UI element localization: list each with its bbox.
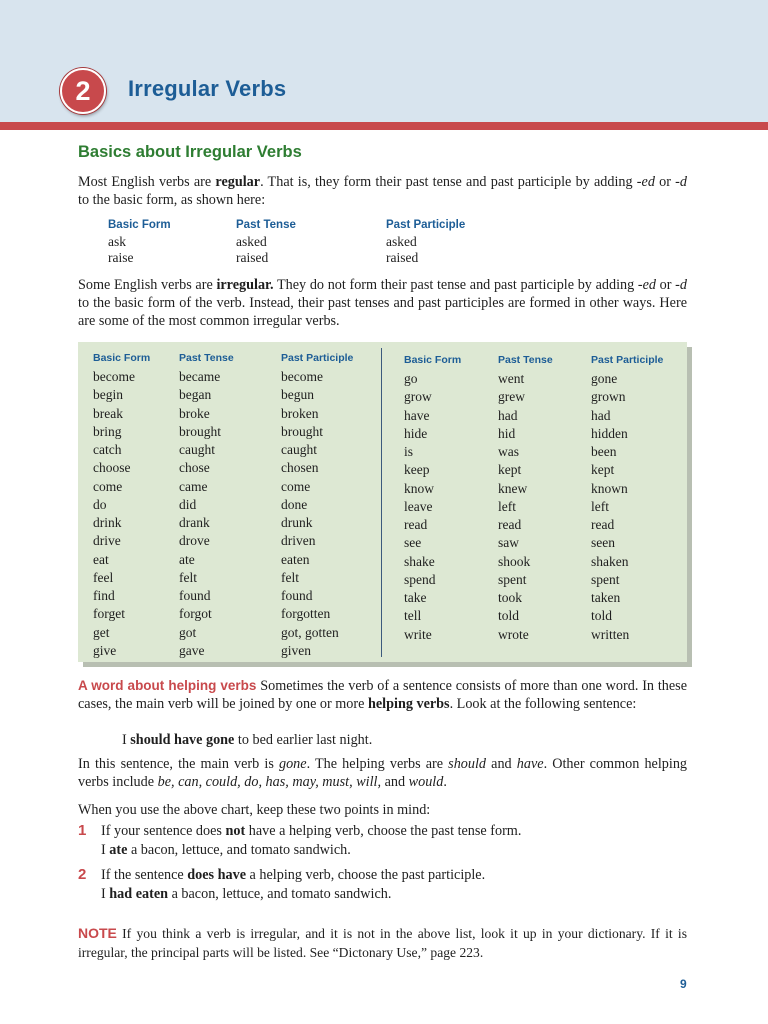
table-cell: shook bbox=[498, 553, 531, 569]
table-row bbox=[404, 626, 674, 644]
table-cell: went bbox=[498, 371, 525, 387]
points-intro: When you use the above chart, keep these two points in mind: bbox=[78, 802, 431, 818]
table-cell: left bbox=[591, 498, 609, 514]
point-number: 2 bbox=[78, 866, 87, 883]
column-divider bbox=[381, 348, 382, 657]
irregular-verbs-table-left bbox=[93, 348, 373, 660]
table-row bbox=[93, 459, 373, 477]
table-cell: drive bbox=[93, 533, 121, 549]
table-cell: know bbox=[404, 480, 434, 496]
table-row bbox=[93, 368, 373, 386]
table-row bbox=[93, 587, 373, 605]
table-row bbox=[93, 423, 373, 441]
table-cell: felt bbox=[281, 569, 299, 585]
irregular-verbs-table-right bbox=[404, 350, 674, 644]
table-cell: told bbox=[591, 608, 613, 624]
table-row bbox=[93, 551, 373, 569]
main-verb-paragraph: In this sentence, the main verb is gone. The helping verbs are should and have. Other common helping verbs include be, can, could, do, has, may, must, will, and would. bbox=[78, 756, 688, 790]
header-band bbox=[0, 0, 768, 122]
table-cell: chosen bbox=[281, 460, 319, 476]
table-cell: done bbox=[281, 496, 308, 512]
table-cell: come bbox=[281, 478, 311, 494]
table-cell: forgotten bbox=[281, 606, 331, 622]
regular-verbs-table bbox=[108, 216, 528, 266]
table-cell: do bbox=[93, 496, 107, 512]
table-cell: spent bbox=[591, 571, 620, 587]
chapter-title: Irregular Verbs bbox=[128, 76, 287, 101]
table-row bbox=[93, 478, 373, 496]
table-cell: see bbox=[404, 535, 422, 551]
table-cell: kept bbox=[498, 462, 522, 478]
table-row bbox=[93, 532, 373, 550]
table-cell: leave bbox=[404, 498, 433, 514]
table-cell: eat bbox=[93, 551, 109, 567]
table-cell: go bbox=[404, 371, 418, 387]
table-cell: caught bbox=[179, 442, 215, 458]
table-cell: shake bbox=[404, 553, 435, 569]
header-rule bbox=[0, 122, 768, 130]
table-row bbox=[93, 496, 373, 514]
table-row bbox=[404, 443, 674, 461]
table-cell: did bbox=[179, 496, 197, 512]
table-cell: break bbox=[93, 405, 123, 421]
table-row bbox=[404, 516, 674, 534]
table-cell: gone bbox=[591, 371, 618, 387]
table-cell: find bbox=[93, 588, 115, 604]
table-row bbox=[93, 624, 373, 642]
table-row bbox=[404, 498, 674, 516]
note-paragraph: NOTE If you think a verb is irregular, and it is not in the above list, look it up in your dictionary. If it is irregular, the principal parts will be listed. See “Dictonary Use,” page 223. bbox=[78, 925, 687, 960]
table-cell: tell bbox=[404, 608, 422, 624]
table-row bbox=[93, 605, 373, 623]
table-cell: got bbox=[179, 624, 197, 640]
column-header: Past Tense bbox=[236, 219, 296, 231]
table-cell: had bbox=[498, 407, 518, 423]
table-cell: found bbox=[281, 588, 313, 604]
table-cell: hidden bbox=[591, 425, 628, 441]
table-row bbox=[93, 569, 373, 587]
table-cell: left bbox=[498, 498, 516, 514]
table-cell: drunk bbox=[281, 515, 313, 531]
helping-verbs-label: A word about helping verbs bbox=[78, 678, 257, 693]
table-cell: brought bbox=[179, 423, 221, 439]
table-cell: gave bbox=[179, 642, 205, 658]
table-cell: felt bbox=[179, 569, 197, 585]
table-cell: found bbox=[179, 588, 211, 604]
table-cell: give bbox=[93, 642, 117, 658]
table-row bbox=[404, 589, 674, 607]
table-cell: catch bbox=[93, 442, 122, 458]
note-label: NOTE bbox=[78, 925, 117, 941]
table-cell: raised bbox=[386, 250, 419, 265]
table-row bbox=[404, 480, 674, 498]
table-cell: ate bbox=[179, 551, 195, 567]
point-text: If the sentence does have a helping verb, choose the past participle. I had eaten a bacon, lettuce, and tomato sandwich. bbox=[101, 867, 486, 902]
table-cell: began bbox=[179, 387, 212, 403]
table-cell: told bbox=[498, 608, 520, 624]
table-cell: read bbox=[498, 517, 522, 533]
helping-verbs-paragraph: A word about helping verbs Sometimes the verb of a sentence consists of more than one word. In these cases, the main verb will be joined by one or more helping verbs. Look at the following sentence: bbox=[78, 678, 687, 712]
table-cell: raised bbox=[236, 250, 269, 265]
table-cell: caught bbox=[281, 442, 317, 458]
table-cell: known bbox=[591, 480, 628, 496]
point-number: 1 bbox=[78, 822, 87, 839]
chapter-number-badge: 2 bbox=[60, 68, 106, 114]
table-cell: write bbox=[404, 626, 432, 642]
table-row bbox=[404, 571, 674, 589]
table-cell: spend bbox=[404, 571, 436, 587]
table-cell: taken bbox=[591, 590, 621, 606]
table-cell: come bbox=[93, 478, 123, 494]
table-cell: grew bbox=[498, 389, 525, 405]
point-text: If your sentence does not have a helping verb, choose the past tense form. I ate a bacon, lettuce, and tomato sandwich. bbox=[101, 823, 522, 858]
table-row bbox=[404, 553, 674, 571]
table-cell: was bbox=[498, 444, 519, 460]
column-header: Basic Form bbox=[93, 352, 151, 364]
table-row bbox=[93, 514, 373, 532]
table-cell: hide bbox=[404, 425, 428, 441]
table-cell: became bbox=[179, 369, 221, 385]
table-cell: drink bbox=[93, 515, 122, 531]
table-cell: begin bbox=[93, 387, 123, 403]
table-cell: got, gotten bbox=[281, 624, 339, 640]
table-cell: grow bbox=[404, 389, 432, 405]
column-header: Past Participle bbox=[591, 354, 664, 366]
table-cell: brought bbox=[281, 423, 323, 439]
table-cell: broke bbox=[179, 405, 210, 421]
table-cell: driven bbox=[281, 533, 316, 549]
table-cell: saw bbox=[498, 535, 519, 551]
table-cell: drove bbox=[179, 533, 210, 549]
page-number: 9 bbox=[680, 977, 687, 991]
table-cell: take bbox=[404, 590, 427, 606]
irregular-paragraph: Some English verbs are irregular. They do not form their past tense and past participle by adding -ed or -d to the basic form of the verb. Instead, their past tenses and past participles are formed in other ways. Here are some of the most common irregular verbs. bbox=[78, 277, 687, 329]
table-row bbox=[404, 388, 674, 406]
table-row bbox=[93, 386, 373, 404]
table-cell: forgot bbox=[179, 606, 212, 622]
table-row bbox=[93, 642, 373, 660]
table-cell: given bbox=[281, 642, 311, 658]
table-row bbox=[108, 234, 528, 250]
column-header: Past Participle bbox=[386, 219, 466, 231]
table-row bbox=[404, 534, 674, 552]
table-cell: read bbox=[591, 517, 615, 533]
table-cell: took bbox=[498, 590, 523, 606]
table-cell: spent bbox=[498, 571, 527, 587]
table-cell: is bbox=[404, 444, 414, 460]
table-row bbox=[404, 425, 674, 443]
table-cell: asked bbox=[236, 234, 267, 249]
table-cell: knew bbox=[498, 480, 528, 496]
table-row bbox=[93, 441, 373, 459]
table-cell: eaten bbox=[281, 551, 310, 567]
table-cell: begun bbox=[281, 387, 314, 403]
table-cell: seen bbox=[591, 535, 615, 551]
table-cell: asked bbox=[386, 234, 417, 249]
table-cell: keep bbox=[404, 462, 430, 478]
table-cell: read bbox=[404, 517, 428, 533]
table-cell: feel bbox=[93, 569, 114, 585]
section-title: Basics about Irregular Verbs bbox=[78, 143, 302, 161]
table-cell: kept bbox=[591, 462, 615, 478]
table-cell: had bbox=[591, 407, 611, 423]
table-cell: bring bbox=[93, 423, 122, 439]
table-cell: shaken bbox=[591, 553, 629, 569]
table-row bbox=[93, 405, 373, 423]
table-cell: came bbox=[179, 478, 208, 494]
table-cell: have bbox=[404, 407, 430, 423]
table-row bbox=[404, 461, 674, 479]
column-header: Past Participle bbox=[281, 352, 354, 364]
table-row bbox=[108, 250, 528, 266]
column-header: Basic Form bbox=[108, 219, 171, 231]
irregular-verbs-chart bbox=[78, 342, 687, 662]
table-cell: drank bbox=[179, 515, 210, 531]
table-cell: grown bbox=[591, 389, 626, 405]
table-cell: choose bbox=[93, 460, 131, 476]
table-row bbox=[404, 407, 674, 425]
table-cell: been bbox=[591, 444, 617, 460]
table-cell: ask bbox=[108, 234, 126, 249]
table-cell: hid bbox=[498, 425, 516, 441]
table-cell: broken bbox=[281, 405, 319, 421]
table-cell: become bbox=[281, 369, 323, 385]
column-header: Basic Form bbox=[404, 354, 462, 366]
table-row bbox=[404, 607, 674, 625]
column-header: Past Tense bbox=[179, 352, 234, 364]
table-cell: forget bbox=[93, 606, 125, 622]
table-cell: become bbox=[93, 369, 135, 385]
column-header: Past Tense bbox=[498, 354, 553, 366]
table-row bbox=[404, 370, 674, 388]
table-cell: written bbox=[591, 626, 630, 642]
example-sentence: I should have gone to bed earlier last night. bbox=[122, 732, 373, 748]
table-cell: get bbox=[93, 624, 110, 640]
table-cell: wrote bbox=[498, 626, 529, 642]
table-cell: chose bbox=[179, 460, 210, 476]
intro-paragraph: Most English verbs are regular. That is, they form their past tense and past participle by adding -ed or -d to the basic form, as shown here: bbox=[78, 174, 687, 208]
table-cell: raise bbox=[108, 250, 134, 265]
